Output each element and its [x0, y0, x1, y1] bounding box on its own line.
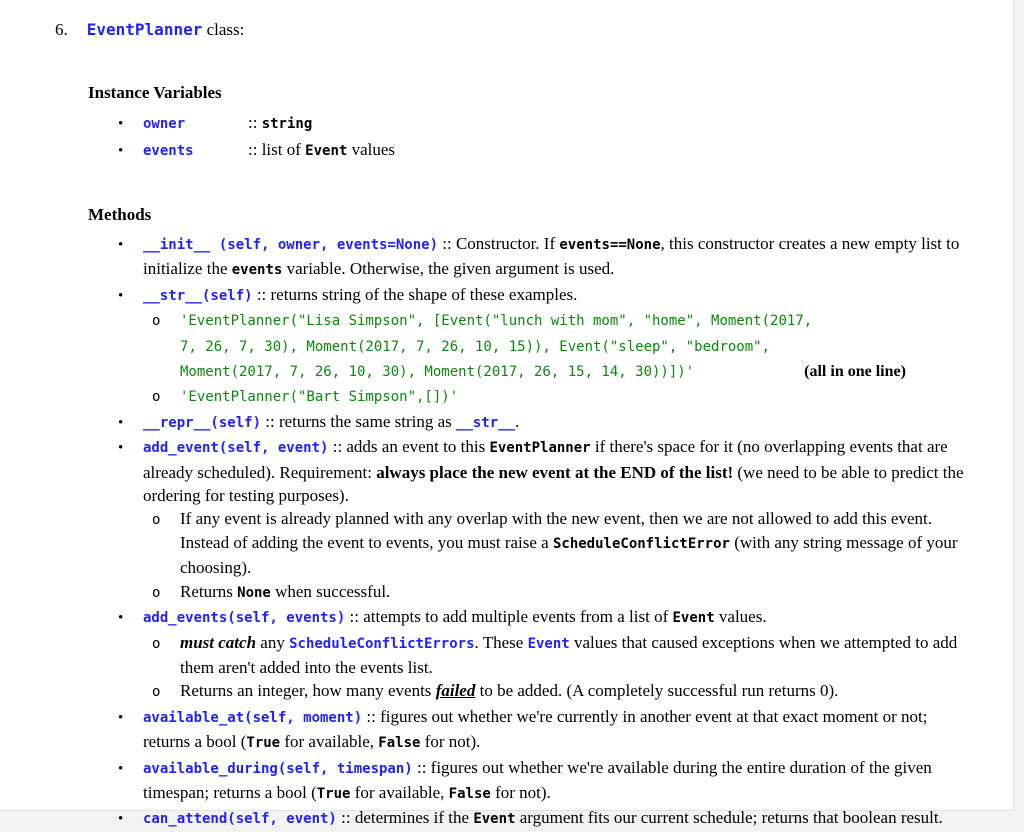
- method-text: [180, 580, 969, 605]
- text-segment: 7, 26, 7, 30), Moment(2017, 7, 26, 10, 15)), Event("sleep", "bedroom",: [180, 338, 771, 355]
- bullet-icon: o: [152, 313, 161, 330]
- method-row: [118, 283, 969, 308]
- text-segment: :: list of: [248, 140, 306, 159]
- text-segment: EventPlanner: [489, 440, 591, 457]
- method-row: [118, 232, 969, 283]
- text-segment: class:: [202, 20, 245, 39]
- text-segment: available_at(self, moment): [143, 709, 363, 726]
- bullet-icon: o: [152, 584, 161, 601]
- text-segment: if there's space for it (no overlapping events that are already scheduled). Requirement:: [143, 437, 948, 482]
- text-segment: (all in one line): [804, 363, 906, 381]
- method-text: [180, 359, 969, 384]
- variable-type: [248, 140, 395, 159]
- method-text: [143, 756, 969, 807]
- text-segment: __str__: [456, 414, 516, 431]
- text-segment: :: attempts to add multiple events from a list of: [345, 607, 673, 627]
- text-segment: :: adds an event to this: [328, 437, 490, 457]
- bullet-icon: •: [118, 610, 124, 627]
- text-segment: to be added. (A completely successful run returns 0).: [475, 681, 839, 701]
- method-row: [118, 605, 969, 630]
- text-segment: for not).: [490, 782, 551, 802]
- bullet-icon: o: [152, 389, 161, 406]
- text-segment: . These: [474, 632, 528, 652]
- text-segment: Returns an integer, how many events: [180, 681, 436, 701]
- text-segment: :: Constructor. If: [438, 234, 560, 253]
- text-segment: events: [231, 262, 283, 279]
- instance-variable-row: [118, 137, 969, 164]
- text-segment: can_attend(self, event): [143, 811, 337, 828]
- text-segment: EventPlanner: [86, 20, 203, 39]
- variable-name: events: [143, 143, 194, 159]
- text-segment: (we need to be able to predict the ordering for testing purposes).: [143, 462, 964, 506]
- text-segment: __str__(self): [143, 287, 253, 304]
- text-segment: :: returns the same string as: [261, 411, 457, 431]
- method-text: [180, 384, 969, 409]
- method-text: [143, 435, 969, 507]
- method-row: [118, 507, 969, 579]
- text-segment: add_event(self, event): [143, 440, 329, 457]
- bullet-icon: •: [118, 116, 124, 132]
- text-segment: always place the new event at the END of the list!: [376, 462, 734, 482]
- text-segment: argument fits our current schedule; returns that boolean result.: [515, 808, 943, 828]
- text-segment: values.: [714, 607, 767, 627]
- text-segment: 'EventPlanner("Bart Simpson",[])': [180, 389, 459, 406]
- method-text: [143, 410, 969, 435]
- instance-variable-row: [118, 110, 969, 137]
- bullet-icon: •: [118, 414, 124, 431]
- text-segment: True: [246, 735, 281, 752]
- text-segment: False: [448, 785, 491, 802]
- text-segment: must catch: [180, 632, 257, 652]
- text-segment: ::: [248, 113, 262, 132]
- methods-heading: Methods: [88, 205, 152, 224]
- method-row: [118, 679, 969, 704]
- method-text: [180, 334, 969, 359]
- bullet-icon: •: [118, 143, 124, 159]
- method-text: [143, 232, 969, 283]
- variable-name: owner: [143, 116, 186, 132]
- method-row: [118, 705, 969, 756]
- method-row: [118, 359, 969, 384]
- text-segment: :: figures out whether we're available during the entire duration of the given timespan; returns a bool (: [143, 757, 932, 802]
- method-row: [118, 435, 969, 507]
- text-segment: failed: [435, 681, 476, 701]
- text-segment: available_during(self, timespan): [143, 760, 413, 777]
- bullet-icon: •: [118, 440, 124, 457]
- method-row: [118, 308, 969, 333]
- text-segment: values: [347, 140, 395, 159]
- methods-list: [118, 232, 969, 832]
- text-segment: :: determines if the: [336, 808, 474, 828]
- text-segment: Returns: [180, 581, 238, 601]
- text-segment: any: [256, 632, 290, 652]
- doc-heading: [55, 18, 969, 42]
- text-segment: events==None: [559, 237, 661, 253]
- text-segment: __repr__(self): [143, 414, 262, 431]
- method-row: [118, 334, 969, 359]
- bullet-icon: •: [118, 760, 124, 777]
- text-segment: values that caused exceptions when we attempted to add them aren't added into the events list.: [180, 632, 958, 677]
- method-row: [118, 631, 969, 680]
- bullet-icon: o: [152, 684, 161, 701]
- method-row: [118, 410, 969, 435]
- bullet-icon: •: [118, 237, 124, 253]
- method-row: [118, 580, 969, 605]
- text-segment: ScheduleConflictError: [552, 535, 730, 552]
- text-segment: Event: [672, 610, 715, 627]
- text-segment: (with any string message of your choosing).: [180, 532, 958, 578]
- text-segment: for available,: [280, 732, 379, 752]
- text-segment: 'EventPlanner("Lisa Simpson", [Event("lunch with mom", "home", Moment(2017,: [180, 313, 813, 330]
- method-text: [180, 679, 969, 702]
- text-segment: string: [261, 116, 313, 132]
- text-segment: Event: [473, 811, 516, 828]
- bullet-icon: •: [118, 811, 124, 828]
- text-segment: , this constructor creates a new empty list to initialize the: [143, 234, 960, 279]
- text-segment: Event: [305, 143, 348, 159]
- list-item-number: 6.: [55, 20, 68, 39]
- text-segment: :: returns string of the shape of these examples.: [252, 284, 578, 304]
- text-segment: __init__ (self, owner, events=None): [143, 237, 439, 253]
- text-segment: for not).: [420, 732, 481, 752]
- method-text: [180, 631, 969, 680]
- text-segment: when successful.: [270, 581, 391, 601]
- text-segment: If any event is already planned with any overlap with the new event, then we are not allowed to add this event. Instead of adding the event to events, you must raise a: [180, 509, 933, 552]
- variable-type: [248, 113, 312, 132]
- bullet-icon: o: [152, 512, 161, 529]
- method-text: [180, 308, 969, 333]
- method-row: [118, 384, 969, 409]
- method-text: [143, 605, 969, 630]
- instance-variables-heading: Instance Variables: [88, 83, 222, 102]
- method-text: [143, 705, 969, 756]
- text-segment: Event: [527, 635, 570, 652]
- instance-variables-list: [118, 110, 969, 164]
- bullet-icon: o: [152, 635, 161, 652]
- text-segment: add_events(self, events): [143, 610, 346, 627]
- text-segment: for available,: [350, 782, 449, 802]
- text-segment: False: [378, 735, 421, 752]
- text-segment: ScheduleConflictErrors: [289, 635, 475, 652]
- text-segment: Moment(2017, 7, 26, 10, 30), Moment(2017, 26, 15, 14, 30))])': [180, 364, 695, 381]
- method-text: [143, 806, 969, 831]
- doc-heading-text: [87, 18, 245, 42]
- text-segment: .: [515, 411, 520, 431]
- method-text: [143, 283, 969, 308]
- bullet-icon: •: [118, 287, 124, 304]
- method-row: [118, 806, 969, 831]
- text-segment: None: [237, 584, 271, 601]
- method-row: [118, 756, 969, 807]
- text-segment: True: [316, 785, 351, 802]
- method-text: [180, 507, 969, 579]
- text-segment: :: figures out whether we're currently in another event at that exact moment or not; returns a bool (: [143, 706, 928, 752]
- text-segment: variable. Otherwise, the given argument is used.: [282, 259, 615, 279]
- bullet-icon: •: [118, 709, 124, 726]
